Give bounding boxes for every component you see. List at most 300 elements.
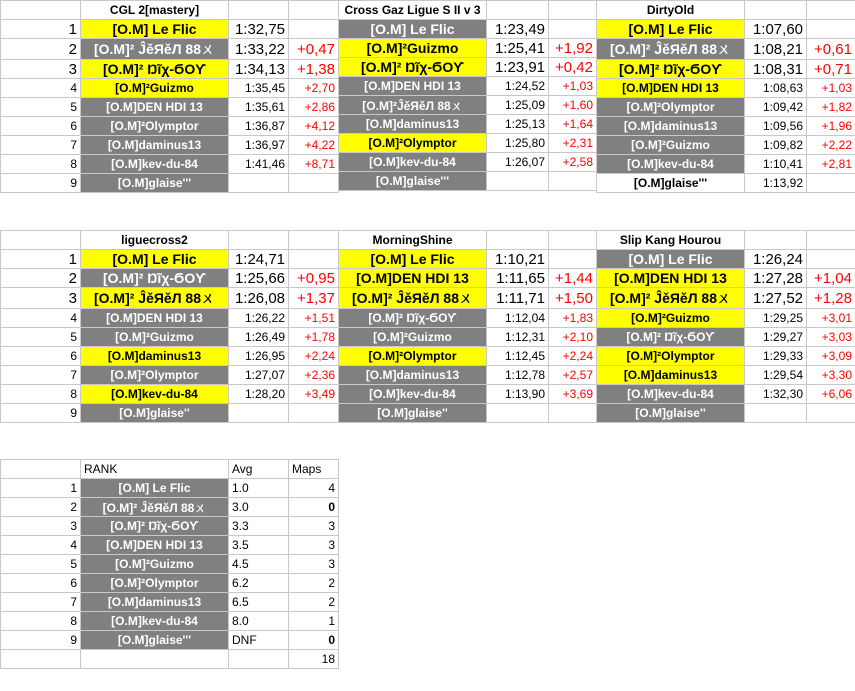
player-name-cell[interactable]: [O.M]glaise''' — [81, 174, 229, 193]
rank-avg[interactable]: 6.5 — [229, 593, 289, 612]
player-name-cell[interactable]: [O.M]kev-du-84 — [339, 385, 487, 404]
diff-cell[interactable] — [549, 20, 597, 39]
diff-cell[interactable]: +1,03 — [549, 77, 597, 96]
player-name-cell[interactable]: [O.M]daminus13 — [81, 347, 229, 366]
rank-row — [1, 498, 339, 517]
position-cell[interactable]: 5 — [1, 328, 81, 347]
position-cell[interactable]: 4 — [1, 79, 81, 98]
time-cell[interactable] — [487, 404, 549, 423]
player-name-cell[interactable]: [O.M]²ĴěЯěЛ 88ㄨ — [339, 96, 487, 115]
time-cell[interactable]: 1:26,22 — [229, 309, 289, 328]
table-row — [1, 366, 339, 385]
rank-player-name[interactable]: [O.M]glaise''' — [81, 631, 229, 650]
diff-cell[interactable] — [549, 404, 597, 423]
table-row — [339, 153, 597, 172]
diff-cell[interactable]: +1,28 — [807, 288, 855, 309]
diff-cell[interactable]: +1,60 — [549, 96, 597, 115]
diff-cell[interactable] — [289, 250, 339, 269]
player-name-cell[interactable]: [O.M]glaise'' — [597, 404, 745, 423]
diff-cell[interactable]: +1,96 — [807, 117, 855, 136]
player-name-cell[interactable]: [O.M]daminus13 — [81, 136, 229, 155]
rank-position[interactable]: 1 — [1, 479, 81, 498]
rank-row — [1, 536, 339, 555]
rank-position[interactable]: 3 — [1, 517, 81, 536]
blank-cell[interactable] — [289, 231, 339, 250]
player-name-cell[interactable]: [O.M]²Guizmo — [339, 39, 487, 58]
time-cell[interactable]: 1:12,04 — [487, 309, 549, 328]
diff-cell[interactable] — [549, 172, 597, 191]
player-name-cell[interactable]: [O.M]² ĴěЯěЛ 88ㄨ — [81, 39, 229, 60]
diff-cell[interactable]: +3,01 — [807, 309, 855, 328]
rank-header[interactable]: RANK — [81, 460, 229, 479]
time-cell[interactable]: 1:27,52 — [745, 288, 807, 309]
diff-cell[interactable]: +3,09 — [807, 347, 855, 366]
player-name-cell[interactable]: [O.M]² ĴěЯěЛ 88ㄨ — [339, 288, 487, 309]
rank-player-name[interactable]: [O.M]²Olymptor — [81, 574, 229, 593]
diff-cell[interactable]: +4,22 — [289, 136, 339, 155]
player-name-cell[interactable]: [O.M]²Olymptor — [81, 117, 229, 136]
blank-cell[interactable] — [229, 1, 289, 20]
player-name-cell[interactable]: [O.M]daminus13 — [597, 117, 745, 136]
table-row — [1, 136, 339, 155]
time-cell[interactable] — [487, 172, 549, 191]
table-row — [597, 385, 855, 404]
rank-player-name[interactable]: [O.M]² ĴěЯěЛ 88ㄨ — [81, 498, 229, 517]
time-cell[interactable]: 1:29,33 — [745, 347, 807, 366]
player-name-cell[interactable]: [O.M]² Ŋĩχ-ϬΟϒ — [339, 58, 487, 77]
time-cell[interactable]: 1:11,65 — [487, 269, 549, 288]
rank-player-name[interactable]: [O.M]² Ŋĩχ-ϬΟϒ — [81, 517, 229, 536]
player-name-cell[interactable]: [O.M]² Ŋĩχ-ϬΟϒ — [339, 309, 487, 328]
rank-maps[interactable]: 0 — [289, 631, 339, 650]
diff-cell[interactable]: +3,49 — [289, 385, 339, 404]
player-name-cell[interactable]: [O.M]DEN HDI 13 — [81, 309, 229, 328]
diff-cell[interactable]: +1,64 — [549, 115, 597, 134]
rank-row — [1, 517, 339, 536]
diff-cell[interactable]: +2,31 — [549, 134, 597, 153]
player-name-cell[interactable]: [O.M]DEN HDI 13 — [339, 269, 487, 288]
rank-player-name[interactable]: [O.M]kev-du-84 — [81, 612, 229, 631]
time-cell[interactable]: 1:26,95 — [229, 347, 289, 366]
player-name-cell[interactable]: [O.M]kev-du-84 — [339, 153, 487, 172]
time-cell[interactable]: 1:27,07 — [229, 366, 289, 385]
rank-position[interactable]: 4 — [1, 536, 81, 555]
blank-cell[interactable] — [487, 231, 549, 250]
diff-cell[interactable]: +1,83 — [549, 309, 597, 328]
player-name-cell[interactable]: [O.M]²Olymptor — [597, 98, 745, 117]
player-name-cell[interactable]: [O.M]² Ŋĩχ-ϬΟϒ — [81, 269, 229, 288]
player-name-cell[interactable]: [O.M]² Ŋĩχ-ϬΟϒ — [597, 328, 745, 347]
time-cell[interactable]: 1:25,09 — [487, 96, 549, 115]
rank-position[interactable]: 2 — [1, 498, 81, 517]
position-cell[interactable]: 8 — [1, 155, 81, 174]
diff-cell[interactable]: +2,81 — [807, 155, 855, 174]
position-cell[interactable]: 3 — [1, 60, 81, 79]
position-cell[interactable]: 5 — [1, 98, 81, 117]
rank-table — [0, 459, 339, 669]
table-row — [597, 79, 855, 98]
table-row — [1, 404, 339, 423]
diff-cell[interactable] — [289, 174, 339, 193]
table-row — [1, 79, 339, 98]
position-cell[interactable]: 9 — [1, 174, 81, 193]
player-name-cell[interactable]: [O.M]² ĴěЯěЛ 88ㄨ — [81, 288, 229, 309]
player-name-cell[interactable]: [O.M]² ĴěЯěЛ 88ㄨ — [597, 39, 745, 60]
header-row — [339, 231, 597, 250]
rank-avg[interactable]: 3.5 — [229, 536, 289, 555]
diff-cell[interactable]: +1,50 — [549, 288, 597, 309]
diff-cell[interactable]: +8,71 — [289, 155, 339, 174]
time-cell[interactable]: 1:29,54 — [745, 366, 807, 385]
player-name-cell[interactable]: [O.M]²Guizmo — [81, 79, 229, 98]
time-cell[interactable] — [745, 404, 807, 423]
player-name-cell[interactable]: [O.M]²Guizmo — [339, 328, 487, 347]
diff-cell[interactable] — [289, 20, 339, 39]
rank-avg[interactable]: 3.0 — [229, 498, 289, 517]
player-name-cell[interactable]: [O.M]DEN HDI 13 — [81, 98, 229, 117]
diff-cell[interactable]: +2,24 — [289, 347, 339, 366]
time-cell[interactable]: 1:33,22 — [229, 39, 289, 60]
table-row — [597, 309, 855, 328]
map-title[interactable]: MorningShine — [339, 231, 487, 250]
table-row — [339, 77, 597, 96]
player-name-cell[interactable]: [O.M] Le Flic — [81, 250, 229, 269]
time-cell[interactable]: 1:27,28 — [745, 269, 807, 288]
time-cell[interactable]: 1:26,49 — [229, 328, 289, 347]
time-cell[interactable]: 1:25,41 — [487, 39, 549, 58]
player-name-cell[interactable]: [O.M]kev-du-84 — [81, 155, 229, 174]
diff-cell[interactable] — [807, 250, 855, 269]
position-cell[interactable]: 1 — [1, 250, 81, 269]
player-name-cell[interactable]: [O.M] Le Flic — [597, 20, 745, 39]
diff-cell[interactable]: +1,92 — [549, 39, 597, 58]
diff-cell[interactable]: +2,58 — [549, 153, 597, 172]
time-cell[interactable]: 1:26,24 — [745, 250, 807, 269]
rank-position[interactable]: 9 — [1, 631, 81, 650]
time-cell[interactable]: 1:35,61 — [229, 98, 289, 117]
time-cell[interactable]: 1:32,30 — [745, 385, 807, 404]
diff-cell[interactable]: +2,10 — [549, 328, 597, 347]
position-cell[interactable]: 2 — [1, 269, 81, 288]
time-cell[interactable]: 1:12,78 — [487, 366, 549, 385]
table-row — [339, 134, 597, 153]
map-title[interactable]: liguecross2 — [81, 231, 229, 250]
time-cell[interactable]: 1:08,63 — [745, 79, 807, 98]
time-cell[interactable]: 1:29,25 — [745, 309, 807, 328]
diff-cell[interactable]: +1,04 — [807, 269, 855, 288]
map-title[interactable]: CGL 2[mastery] — [81, 1, 229, 20]
table-row — [597, 117, 855, 136]
table-row — [597, 366, 855, 385]
time-cell[interactable]: 1:10,41 — [745, 155, 807, 174]
diff-cell[interactable]: +1,51 — [289, 309, 339, 328]
time-cell[interactable] — [229, 404, 289, 423]
blank-cell[interactable] — [81, 650, 229, 669]
player-name-cell[interactable]: [O.M] Le Flic — [339, 20, 487, 39]
player-name-cell[interactable]: [O.M] Le Flic — [81, 20, 229, 39]
diff-cell[interactable]: +6,06 — [807, 385, 855, 404]
player-name-cell[interactable]: [O.M]²Guizmo — [81, 328, 229, 347]
table-row — [1, 39, 339, 60]
diff-cell[interactable] — [549, 250, 597, 269]
map-table-liguecross2 — [0, 230, 339, 423]
player-name-cell[interactable]: [O.M]²Guizmo — [597, 309, 745, 328]
blank-cell[interactable] — [745, 231, 807, 250]
table-row — [1, 155, 339, 174]
rank-position[interactable]: 5 — [1, 555, 81, 574]
diff-cell[interactable] — [807, 174, 855, 193]
time-cell[interactable]: 1:26,07 — [487, 153, 549, 172]
map-table-dirtyold — [596, 0, 855, 193]
player-name-cell[interactable]: [O.M]²Guizmo — [597, 136, 745, 155]
rank-maps[interactable]: 2 — [289, 574, 339, 593]
rank-avg[interactable]: 3.3 — [229, 517, 289, 536]
diff-cell[interactable]: +1,82 — [807, 98, 855, 117]
rank-player-name[interactable]: [O.M]DEN HDI 13 — [81, 536, 229, 555]
player-name-cell[interactable]: [O.M] Le Flic — [597, 250, 745, 269]
table-row — [1, 288, 339, 309]
time-cell[interactable]: 1:13,90 — [487, 385, 549, 404]
position-cell[interactable]: 8 — [1, 385, 81, 404]
table-row — [597, 60, 855, 79]
time-cell[interactable]: 1:12,45 — [487, 347, 549, 366]
table-row — [339, 366, 597, 385]
diff-cell[interactable]: +4,12 — [289, 117, 339, 136]
player-name-cell[interactable]: [O.M]daminus13 — [339, 366, 487, 385]
table-row — [339, 58, 597, 77]
player-name-cell[interactable]: [O.M]kev-du-84 — [597, 155, 745, 174]
rank-position[interactable]: 7 — [1, 593, 81, 612]
maps-header[interactable]: Maps — [289, 460, 339, 479]
rank-maps[interactable]: 3 — [289, 555, 339, 574]
player-name-cell[interactable]: [O.M]glaise'' — [81, 404, 229, 423]
table-row — [597, 174, 855, 193]
rank-player-name[interactable]: [O.M] Le Flic — [81, 479, 229, 498]
rank-maps[interactable]: 3 — [289, 536, 339, 555]
table-row — [1, 117, 339, 136]
table-row — [1, 250, 339, 269]
diff-cell[interactable]: +1,38 — [289, 60, 339, 79]
time-cell[interactable]: 1:23,49 — [487, 20, 549, 39]
diff-cell[interactable] — [807, 20, 855, 39]
blank-cell[interactable] — [1, 1, 81, 20]
diff-cell[interactable]: +1,03 — [807, 79, 855, 98]
table-row — [1, 60, 339, 79]
player-name-cell[interactable]: [O.M]kev-du-84 — [597, 385, 745, 404]
rank-avg[interactable]: DNF — [229, 631, 289, 650]
player-name-cell[interactable]: [O.M] Le Flic — [339, 250, 487, 269]
rank-maps[interactable]: 4 — [289, 479, 339, 498]
diff-cell[interactable]: +3,03 — [807, 328, 855, 347]
rank-row — [1, 555, 339, 574]
diff-cell[interactable]: +3,69 — [549, 385, 597, 404]
rank-avg[interactable]: 6.2 — [229, 574, 289, 593]
time-cell[interactable]: 1:32,75 — [229, 20, 289, 39]
rank-row — [1, 574, 339, 593]
table-row — [339, 269, 597, 288]
player-name-cell[interactable]: [O.M]² ĴěЯěЛ 88ㄨ — [597, 288, 745, 309]
player-name-cell[interactable]: [O.M]glaise'' — [339, 404, 487, 423]
avg-header[interactable]: Avg — [229, 460, 289, 479]
time-cell[interactable]: 1:09,82 — [745, 136, 807, 155]
blank-cell[interactable] — [807, 231, 855, 250]
time-cell[interactable]: 1:23,91 — [487, 58, 549, 77]
maps-total[interactable]: 18 — [289, 650, 339, 669]
diff-cell[interactable]: +2,22 — [807, 136, 855, 155]
blank-cell[interactable] — [745, 1, 807, 20]
diff-cell[interactable]: +3,30 — [807, 366, 855, 385]
rank-row — [1, 479, 339, 498]
table-row — [597, 347, 855, 366]
table-row — [597, 155, 855, 174]
time-cell[interactable]: 1:13,92 — [745, 174, 807, 193]
table-row — [597, 20, 855, 39]
time-cell[interactable]: 1:09,42 — [745, 98, 807, 117]
time-cell[interactable]: 1:25,66 — [229, 269, 289, 288]
map-title[interactable]: DirtyOld — [597, 1, 745, 20]
rank-position[interactable]: 8 — [1, 612, 81, 631]
time-cell[interactable]: 1:29,27 — [745, 328, 807, 347]
rank-avg[interactable]: 1.0 — [229, 479, 289, 498]
position-cell[interactable]: 6 — [1, 347, 81, 366]
table-row — [597, 404, 855, 423]
rank-player-name[interactable]: [O.M]²Guizmo — [81, 555, 229, 574]
time-cell[interactable]: 1:24,52 — [487, 77, 549, 96]
diff-cell[interactable]: +0,95 — [289, 269, 339, 288]
diff-cell[interactable]: +0,61 — [807, 39, 855, 60]
rank-row — [1, 612, 339, 631]
blank-cell[interactable] — [1, 460, 81, 479]
player-name-cell[interactable]: [O.M]DEN HDI 13 — [339, 77, 487, 96]
player-name-cell[interactable]: [O.M]daminus13 — [339, 115, 487, 134]
time-cell[interactable]: 1:08,31 — [745, 60, 807, 79]
rank-row — [1, 593, 339, 612]
map-title[interactable]: Slip Kang Hourou — [597, 231, 745, 250]
time-cell[interactable]: 1:12,31 — [487, 328, 549, 347]
blank-cell[interactable] — [487, 1, 549, 20]
map-title[interactable]: Cross Gaz Ligue S II v 3 — [339, 1, 487, 20]
diff-cell[interactable]: +0,47 — [289, 39, 339, 60]
diff-cell[interactable]: +1,78 — [289, 328, 339, 347]
table-row — [339, 309, 597, 328]
rank-maps[interactable]: 1 — [289, 612, 339, 631]
table-row — [1, 328, 339, 347]
table-row — [1, 269, 339, 288]
player-name-cell[interactable]: [O.M]²Olymptor — [81, 366, 229, 385]
table-row — [597, 39, 855, 60]
time-cell[interactable]: 1:08,21 — [745, 39, 807, 60]
time-cell[interactable]: 1:25,80 — [487, 134, 549, 153]
position-cell[interactable]: 4 — [1, 309, 81, 328]
rank-avg[interactable]: 8.0 — [229, 612, 289, 631]
table-row — [1, 309, 339, 328]
blank-cell[interactable] — [229, 231, 289, 250]
time-cell[interactable]: 1:10,21 — [487, 250, 549, 269]
blank-cell[interactable] — [1, 231, 81, 250]
diff-cell[interactable]: +2,70 — [289, 79, 339, 98]
diff-cell[interactable]: +2,86 — [289, 98, 339, 117]
time-cell[interactable]: 1:26,08 — [229, 288, 289, 309]
time-cell[interactable] — [229, 174, 289, 193]
blank-cell[interactable] — [1, 650, 81, 669]
position-cell[interactable]: 7 — [1, 136, 81, 155]
player-name-cell[interactable]: [O.M]glaise''' — [597, 174, 745, 193]
player-name-cell[interactable]: [O.M]kev-du-84 — [81, 385, 229, 404]
time-cell[interactable]: 1:09,56 — [745, 117, 807, 136]
time-cell[interactable]: 1:35,45 — [229, 79, 289, 98]
diff-cell[interactable]: +0,42 — [549, 58, 597, 77]
diff-cell[interactable]: +2,24 — [549, 347, 597, 366]
player-name-cell[interactable]: [O.M]² Ŋĩχ-ϬΟϒ — [81, 60, 229, 79]
blank-cell[interactable] — [229, 650, 289, 669]
header-row — [1, 1, 339, 20]
time-cell[interactable]: 1:34,13 — [229, 60, 289, 79]
position-cell[interactable]: 9 — [1, 404, 81, 423]
rank-avg[interactable]: 4.5 — [229, 555, 289, 574]
diff-cell[interactable]: +2,36 — [289, 366, 339, 385]
map-table-slip-kang — [596, 230, 855, 423]
table-row — [1, 347, 339, 366]
player-name-cell[interactable]: [O.M]²Olymptor — [339, 347, 487, 366]
rank-maps[interactable]: 0 — [289, 498, 339, 517]
position-cell[interactable]: 1 — [1, 20, 81, 39]
time-cell[interactable]: 1:24,71 — [229, 250, 289, 269]
blank-cell[interactable] — [549, 231, 597, 250]
time-cell[interactable]: 1:41,46 — [229, 155, 289, 174]
player-name-cell[interactable]: [O.M]DEN HDI 13 — [597, 269, 745, 288]
player-name-cell[interactable]: [O.M]DEN HDI 13 — [597, 79, 745, 98]
position-cell[interactable]: 3 — [1, 288, 81, 309]
rank-player-name[interactable]: [O.M]daminus13 — [81, 593, 229, 612]
diff-cell[interactable]: +0,71 — [807, 60, 855, 79]
blank-cell[interactable] — [289, 1, 339, 20]
table-row — [339, 328, 597, 347]
diff-cell[interactable]: +1,44 — [549, 269, 597, 288]
diff-cell[interactable]: +2,57 — [549, 366, 597, 385]
diff-cell[interactable] — [807, 404, 855, 423]
player-name-cell[interactable]: [O.M]² Ŋĩχ-ϬΟϒ — [597, 60, 745, 79]
map-table-cgl2 — [0, 0, 339, 193]
position-cell[interactable]: 6 — [1, 117, 81, 136]
table-row — [339, 385, 597, 404]
position-cell[interactable]: 2 — [1, 39, 81, 60]
rank-total-row — [1, 650, 339, 669]
position-cell[interactable]: 7 — [1, 366, 81, 385]
player-name-cell[interactable]: [O.M]daminus13 — [597, 366, 745, 385]
player-name-cell[interactable]: [O.M]²Olymptor — [597, 347, 745, 366]
rank-position[interactable]: 6 — [1, 574, 81, 593]
table-row — [597, 98, 855, 117]
blank-cell[interactable] — [549, 1, 597, 20]
rank-row — [1, 631, 339, 650]
diff-cell[interactable] — [289, 404, 339, 423]
diff-cell[interactable]: +1,37 — [289, 288, 339, 309]
table-row — [597, 328, 855, 347]
header-row — [1, 231, 339, 250]
time-cell[interactable]: 1:28,20 — [229, 385, 289, 404]
table-row — [1, 98, 339, 117]
blank-cell[interactable] — [807, 1, 855, 20]
time-cell[interactable]: 1:36,97 — [229, 136, 289, 155]
player-name-cell[interactable]: [O.M]glaise''' — [339, 172, 487, 191]
time-cell[interactable]: 1:07,60 — [745, 20, 807, 39]
time-cell[interactable]: 1:25,13 — [487, 115, 549, 134]
rank-maps[interactable]: 2 — [289, 593, 339, 612]
time-cell[interactable]: 1:36,87 — [229, 117, 289, 136]
player-name-cell[interactable]: [O.M]²Olymptor — [339, 134, 487, 153]
rank-maps[interactable]: 3 — [289, 517, 339, 536]
time-cell[interactable]: 1:11,71 — [487, 288, 549, 309]
